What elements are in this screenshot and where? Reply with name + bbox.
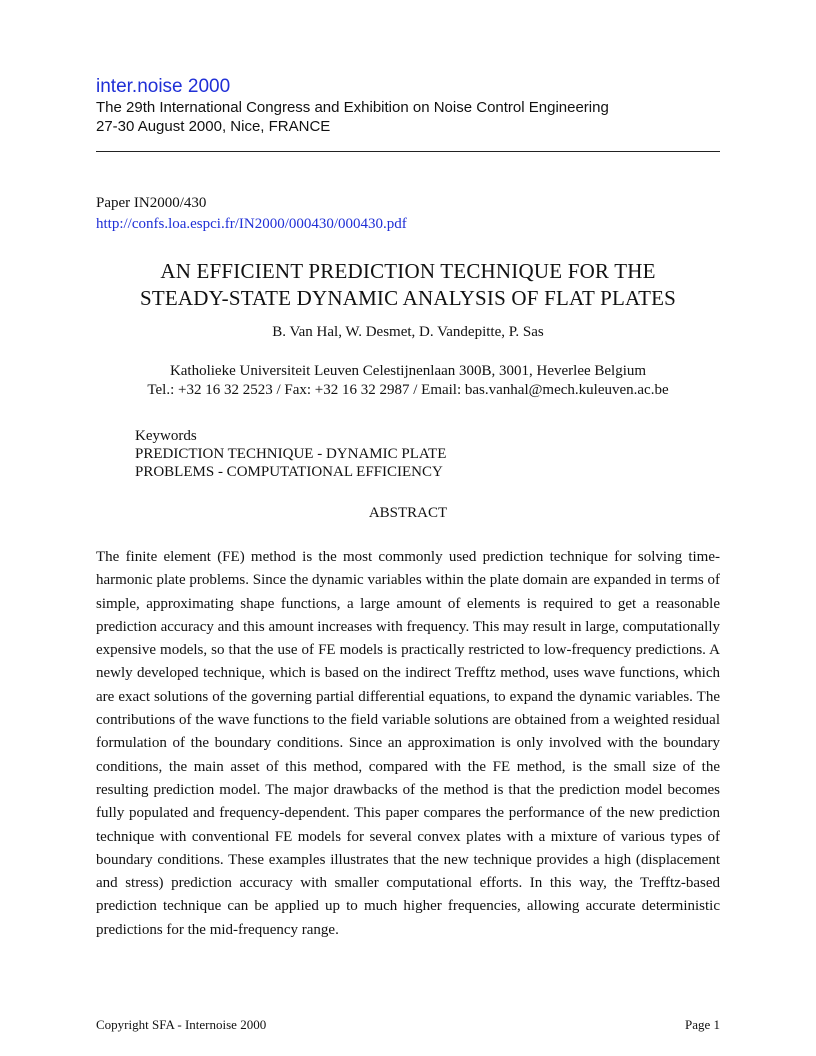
footer-page-number: Page 1 [684, 1017, 720, 1032]
abstract-heading: ABSTRACT [368, 505, 448, 521]
affiliation-line-2: Tel.: +32 16 32 2523 / Fax: +32 16 32 2987 / Email: bas.vanhal@mech.kuleuven.ac.be [147, 382, 669, 398]
paper-id: Paper IN2000/430 [96, 195, 207, 211]
paper-title [96, 258, 720, 312]
abstract-body: The finite element (FE) method is the most commonly used prediction technique for solving time-harmonic plate problems. Since the dynamic variables within the plate domain are expanded in terms of simple, approximating shape functions, a large amount of elements is required to get a reasonable prediction accuracy and this amount increases with frequency. This may result in large, computationally expensive models, so that the use of FE models is practically restricted to low-frequency predictions. A newly developed technique, which is based on the indirect Trefftz method, uses wave functions, which are exact solutions of the governing partial differential equations, to expand the dynamic variables. The contributions of the wave functions to the field variable solutions are obtained from a weighted residual formulation of the boundary conditions. Since an approximation is only involved with the boundary conditions, the main asset of this method, compared with the FE method, is the small size of the resulting prediction model. The major drawbacks of the method is that the prediction model becomes fully populated and frequency-dependent. This paper compares the performance of the new prediction technique with conventional FE models for several convex plates with a mixture of various types of boundary conditions. These examples illustrates that the new technique provides a high (displacement and stress) prediction accuracy with smaller computational efforts. In this way, the Trefftz-based prediction technique can be applied up to much higher frequencies, allowing accurate deterministic predictions for the mid-frequency range. [96, 549, 720, 938]
keywords-heading: Keywords [135, 428, 197, 444]
conference-date-location: 27-30 August 2000, Nice, FRANCE [96, 118, 331, 135]
affiliation-line-1: Katholieke Universiteit Leuven Celestijnenlaan 300B, 3001, Heverlee Belgium [169, 363, 647, 379]
conference-name: inter.noise 2000 [96, 76, 231, 97]
paper-url-link[interactable]: http://confs.loa.espci.fr/IN2000/000430/000430.pdf [96, 216, 407, 232]
conference-full-name: The 29th International Congress and Exhibition on Noise Control Engineering [96, 99, 609, 116]
conference-header [96, 76, 720, 136]
footer-copyright: Copyright SFA - Internoise 2000 [96, 1017, 267, 1032]
keywords-block [135, 427, 720, 481]
keywords-line-1: PREDICTION TECHNIQUE - DYNAMIC PLATE [135, 446, 447, 462]
title-line-1: AN EFFICIENT PREDICTION TECHNIQUE FOR THE [160, 259, 656, 283]
header-divider [96, 151, 720, 152]
keywords-line-2: PROBLEMS - COMPUTATIONAL EFFICIENCY [135, 464, 443, 480]
authors: B. Van Hal, W. Desmet, D. Vandepitte, P. Sas [272, 324, 544, 340]
title-line-2: STEADY-STATE DYNAMIC ANALYSIS OF FLAT PLATES [139, 286, 677, 310]
affiliation [96, 362, 720, 400]
